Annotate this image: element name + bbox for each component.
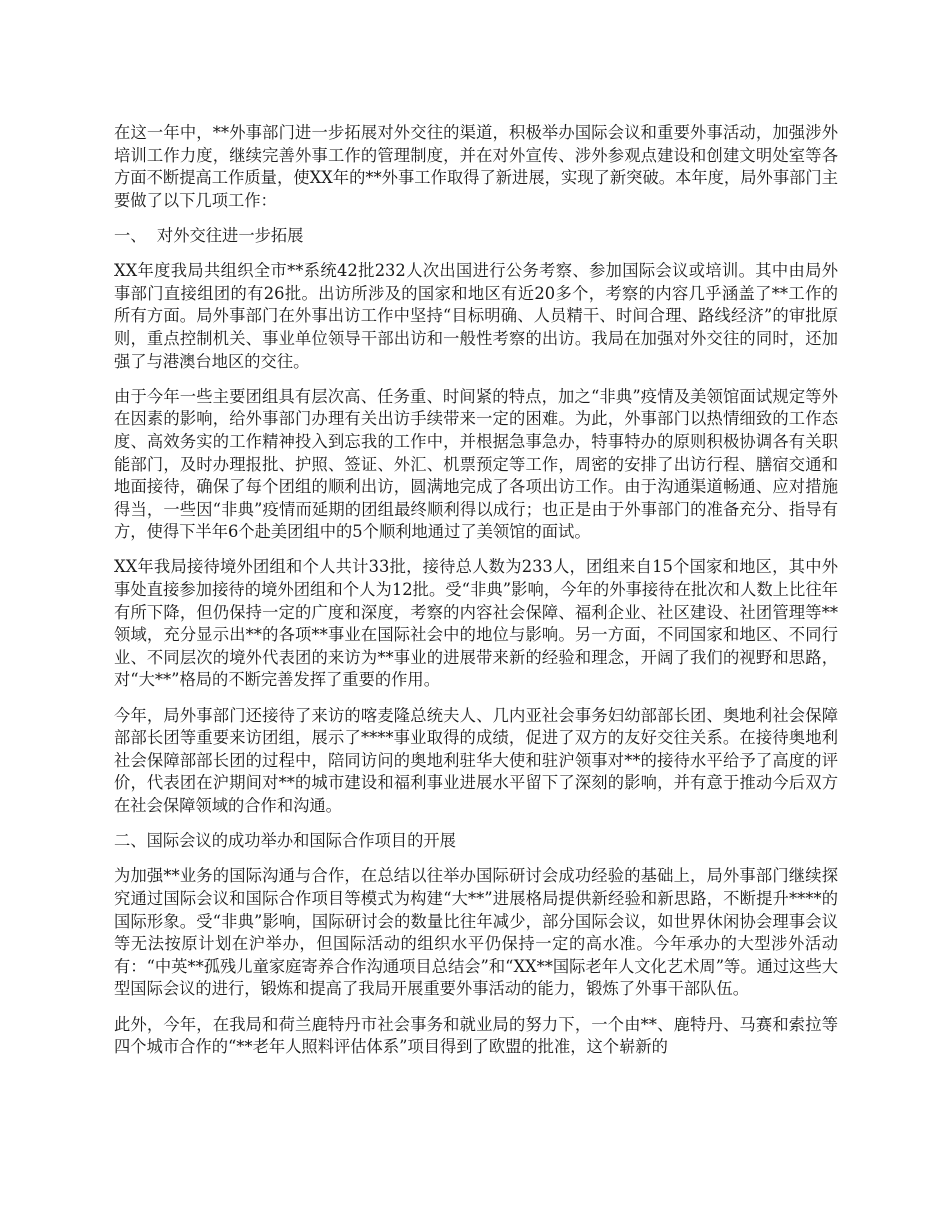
visit-difficulties-paragraph: 由于今年一些主要团组具有层次高、任务重、时间紧的特点，加之“非典”疫情及美领馆面试规定等外在因素的影响，给外事部门办理有关出访手续带来一定的困难。为此，外事部门以热情细致的工作态度、高效务实的工作精神投入到忘我的工作中，并根据急事急办，特事特办的原则积极协调各有关职能部门，及时办理报批、护照、签证、外汇、机票预定等工作，周密的安排了出访行程、膳宿交通和地面接待，确保了每个团组的顺利出访，圆满地完成了各项出访工作。由于沟通渠道畅通、应对措施得当，一些因“非典”疫情而延期的团组最终顺利得以成行；也正是由于外事部门的准备充分、指导有方，使得下半年6个赴美团组中的5个顺利地通过了美领馆的面试。 [114, 386, 838, 542]
inbound-reception-paragraph: XX年我局接待境外团组和个人共计33批，接待总人数为233人，团组来自15个国家和地区，其中外事处直接参加接待的境外团组和个人为12批。受“非典”影响，今年的外事接待在批次和人数上比往年有所下降，但仍保持一定的广度和深度，考察的内容社会保障、福利企业、社区建设、社团管理等**领域，充分显示出**的各项**事业在国际社会中的地位与影响。另一方面，不同国家和地区、不同行业、不同层次的境外代表团的来访为**事业的进展带来新的经验和理念，开阔了我们的视野和思路，对“大**”格局的不断完善发挥了重要的作用。 [114, 557, 838, 690]
intro-paragraph: 在这一年中，**外事部门进一步拓展对外交往的渠道，积极举办国际会议和重要外事活动，加强涉外培训工作力度，继续完善外事工作的管理制度，并在对外宣传、涉外参观点建设和创建文明处室等各方面不断提高工作质量，使XX年的**外事工作取得了新进展，实现了新突破。本年度，局外事部门主要做了以下几项工作： [114, 123, 838, 210]
section-heading-2: 二、国际会议的成功举办和国际合作项目的开展 [114, 831, 456, 851]
important-delegations-paragraph: 今年，局外事部门还接待了来访的喀麦隆总统夫人、几内亚社会事务妇幼部部长团、奥地利社会保障部部长团等重要来访团组，展示了****事业取得的成绩，促进了双方的友好交往关系。在接待奥地利社会保障部部长团的过程中，陪同访问的奥地利驻华大使和驻沪领事对**的接待水平给予了高度的评价，代表团在沪期间对**的城市建设和福利事业进展水平留下了深刻的影响，并有意于推动今后双方在社会保障领域的合作和沟通。 [114, 705, 838, 815]
section-heading-1: 一、 对外交往进一步拓展 [114, 225, 304, 245]
outbound-visits-paragraph: XX年度我局共组织全市**系统42批232人次出国进行公务考察、参加国际会议或培训。其中由局外事部门直接组团的有26批。出访所涉及的国家和地区有近20多个，考察的内容几乎涵盖了**工作的所有方面。局外事部门在外事出访工作中坚持“目标明确、人员精干、时间合理、路线经济”的审批原则，重点控制机关、事业单位领导干部出访和一般性考察的出访。我局在加强对外交往的同时，还加强了与港澳台地区的交往。 [114, 261, 838, 371]
eu-project-paragraph: 此外，今年，在我局和荷兰鹿特丹市社会事务和就业局的努力下，一个由**、鹿特丹、马赛和索拉等四个城市合作的“**老年人照料评估体系”项目得到了欧盟的批准，这个崭新的 [114, 1014, 838, 1057]
international-conferences-paragraph: 为加强**业务的国际沟通与合作，在总结以往举办国际研讨会成功经验的基础上，局外事部门继续探究通过国际会议和国际合作项目等模式为构建“大**”进展格局提供新经验和新思路，不断提升****的国际形象。受“非典”影响，国际研讨会的数量比往年减少，部分国际会议，如世界休闲协会理事会议等无法按原计划在沪举办，但国际活动的组织水平仍保持一定的高水准。今年承办的大型涉外活动有：“中英**孤残儿童家庭寄养合作沟通项目总结会”和“XX**国际老年人文化艺术周”等。通过这些大型国际会议的进行，锻炼和提高了我局开展重要外事活动的能力，锻炼了外事干部队伍。 [114, 866, 839, 999]
